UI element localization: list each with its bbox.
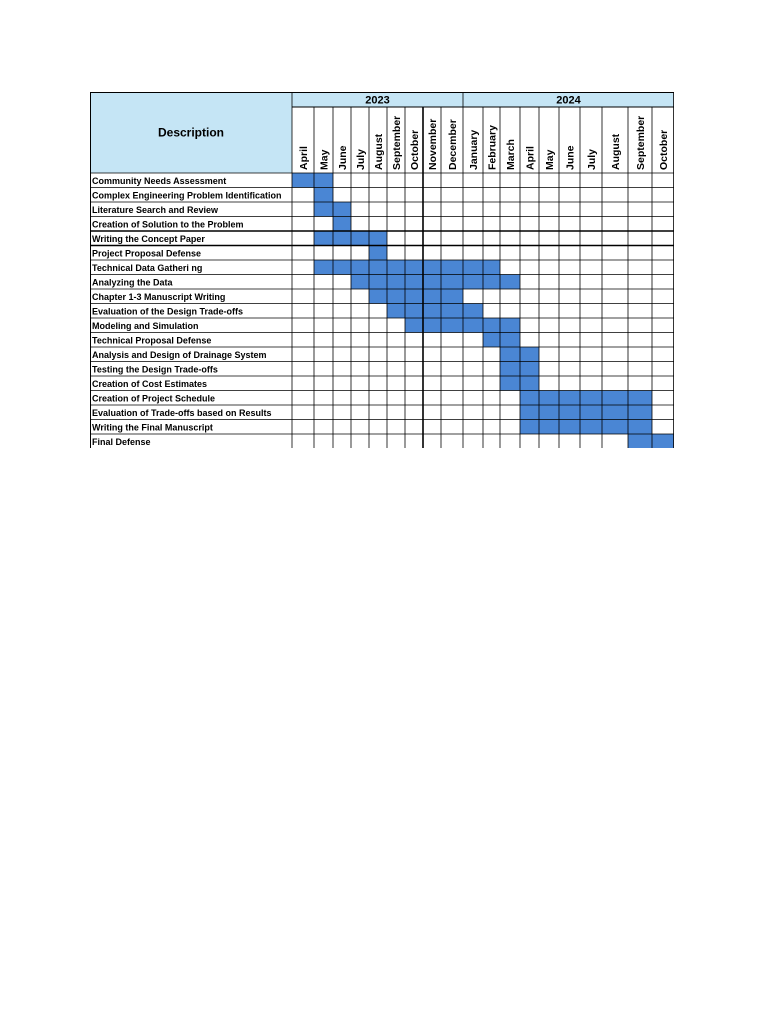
month-label: May: [318, 149, 331, 170]
task-bar-cell: [602, 405, 628, 420]
task-bar-cell: [387, 304, 405, 319]
task-bar-cell: [500, 376, 520, 391]
task-bar-cell: [539, 405, 559, 420]
task-bar-cell: [441, 304, 463, 319]
task-bar-cell: [580, 420, 602, 435]
year-label: 2024: [556, 94, 581, 107]
task-bar-cell: [441, 318, 463, 333]
task-label: Complex Engineering Problem Identification: [92, 190, 282, 201]
task-bar-cell: [333, 217, 351, 232]
task-bar-cell: [580, 405, 602, 420]
task-bar-cell: [628, 405, 652, 420]
month-label: October: [409, 129, 421, 170]
task-bar-cell: [405, 304, 423, 319]
task-bar-cell: [500, 275, 520, 290]
task-bar-cell: [369, 246, 387, 261]
description-header: Description: [157, 125, 225, 140]
task-bar-cell: [369, 260, 387, 275]
task-bar-cell: [500, 362, 520, 377]
task-label: Final Defense: [92, 436, 151, 447]
task-bar-cell: [520, 391, 539, 406]
task-bar-cell: [580, 391, 602, 406]
task-bar-cell: [520, 376, 539, 391]
month-label: November: [427, 118, 439, 170]
task-label: Creation of Solution to the Problem: [92, 219, 244, 230]
task-bar-cell: [463, 260, 483, 275]
task-label: Modeling and Simulation: [92, 320, 199, 331]
month-label: January: [468, 129, 480, 170]
task-bar-cell: [483, 275, 500, 290]
task-label: Creation of Cost Estimates: [92, 378, 208, 389]
task-bar-cell: [405, 260, 423, 275]
task-bar-cell: [441, 275, 463, 290]
task-bar-cell: [602, 420, 628, 435]
task-bar-cell: [387, 260, 405, 275]
task-bar-cell: [351, 231, 369, 246]
task-label: Evaluation of Trade-offs based on Results: [92, 407, 272, 418]
task-bar-cell: [463, 275, 483, 290]
task-label: Technical Proposal Defense: [92, 335, 212, 346]
task-label: Project Proposal Defense: [92, 248, 202, 259]
gantt-table: [90, 92, 678, 448]
month-label: April: [298, 146, 310, 170]
task-bar-cell: [500, 347, 520, 362]
task-bar-cell: [628, 434, 652, 448]
task-bar-cell: [628, 420, 652, 435]
task-bar-cell: [539, 420, 559, 435]
month-label: March: [505, 139, 517, 170]
month-label: July: [586, 148, 598, 170]
month-label: June: [337, 145, 349, 170]
task-label: Community Needs Assessment: [92, 175, 227, 186]
task-bar-cell: [483, 318, 500, 333]
month-label: August: [610, 133, 622, 170]
task-bar-cell: [500, 333, 520, 348]
task-bar-cell: [292, 173, 314, 188]
task-label: Creation of Project Schedule: [92, 393, 216, 404]
month-label: August: [373, 133, 385, 170]
task-bar-cell: [405, 289, 423, 304]
task-bar-cell: [500, 318, 520, 333]
task-bar-cell: [483, 260, 500, 275]
task-label: Writing the Concept Paper: [92, 233, 205, 244]
task-bar-cell: [520, 347, 539, 362]
task-label: Writing the Final Manuscript: [92, 422, 213, 433]
task-label: Analyzing the Data: [92, 277, 173, 288]
task-bar-cell: [441, 289, 463, 304]
gantt-chart: [90, 92, 678, 448]
task-bar-cell: [423, 275, 441, 290]
task-bar-cell: [559, 405, 580, 420]
task-bar-cell: [333, 202, 351, 217]
task-bar-cell: [387, 275, 405, 290]
task-bar-cell: [314, 173, 333, 188]
month-label: July: [355, 148, 367, 170]
task-bar-cell: [351, 275, 369, 290]
month-label: June: [564, 145, 577, 170]
task-bar-cell: [520, 362, 539, 377]
task-bar-cell: [369, 275, 387, 290]
month-label: September: [635, 115, 647, 170]
task-bar-cell: [369, 289, 387, 304]
task-bar-cell: [602, 391, 628, 406]
task-bar-cell: [351, 260, 369, 275]
task-bar-cell: [405, 275, 423, 290]
task-label: Testing the Design Trade-offs: [92, 364, 218, 375]
month-label: April: [524, 146, 537, 170]
task-bar-cell: [463, 304, 483, 319]
task-bar-cell: [405, 318, 423, 333]
month-label: February: [486, 125, 499, 170]
task-bar-cell: [441, 260, 463, 275]
task-bar-cell: [314, 231, 333, 246]
task-bar-cell: [369, 231, 387, 246]
month-label: October: [658, 129, 670, 170]
task-bar-cell: [423, 260, 441, 275]
task-label: Analysis and Design of Drainage System: [92, 349, 267, 360]
task-bar-cell: [559, 391, 580, 406]
month-label: December: [447, 119, 459, 170]
task-bar-cell: [539, 391, 559, 406]
task-label: Chapter 1-3 Manuscript Writing: [92, 291, 226, 302]
month-label: September: [391, 115, 403, 170]
task-bar-cell: [333, 260, 351, 275]
task-bar-cell: [559, 420, 580, 435]
task-bar-cell: [520, 420, 539, 435]
task-bar-cell: [314, 188, 333, 203]
task-bar-cell: [628, 391, 652, 406]
task-bar-cell: [423, 289, 441, 304]
month-label: May: [544, 149, 556, 170]
task-label: Technical Data Gatheri ng: [92, 262, 203, 273]
task-bar-cell: [520, 405, 539, 420]
year-label: 2023: [365, 94, 390, 107]
task-bar-cell: [423, 318, 441, 333]
task-bar-cell: [483, 333, 500, 348]
task-label: Literature Search and Review: [92, 204, 219, 215]
task-bar-cell: [463, 318, 483, 333]
task-bar-cell: [314, 260, 333, 275]
task-bar-cell: [314, 202, 333, 217]
task-bar-cell: [333, 231, 351, 246]
task-bar-cell: [387, 289, 405, 304]
task-label: Evaluation of the Design Trade-offs: [92, 306, 244, 317]
task-bar-cell: [423, 304, 441, 319]
task-bar-cell: [652, 434, 674, 448]
